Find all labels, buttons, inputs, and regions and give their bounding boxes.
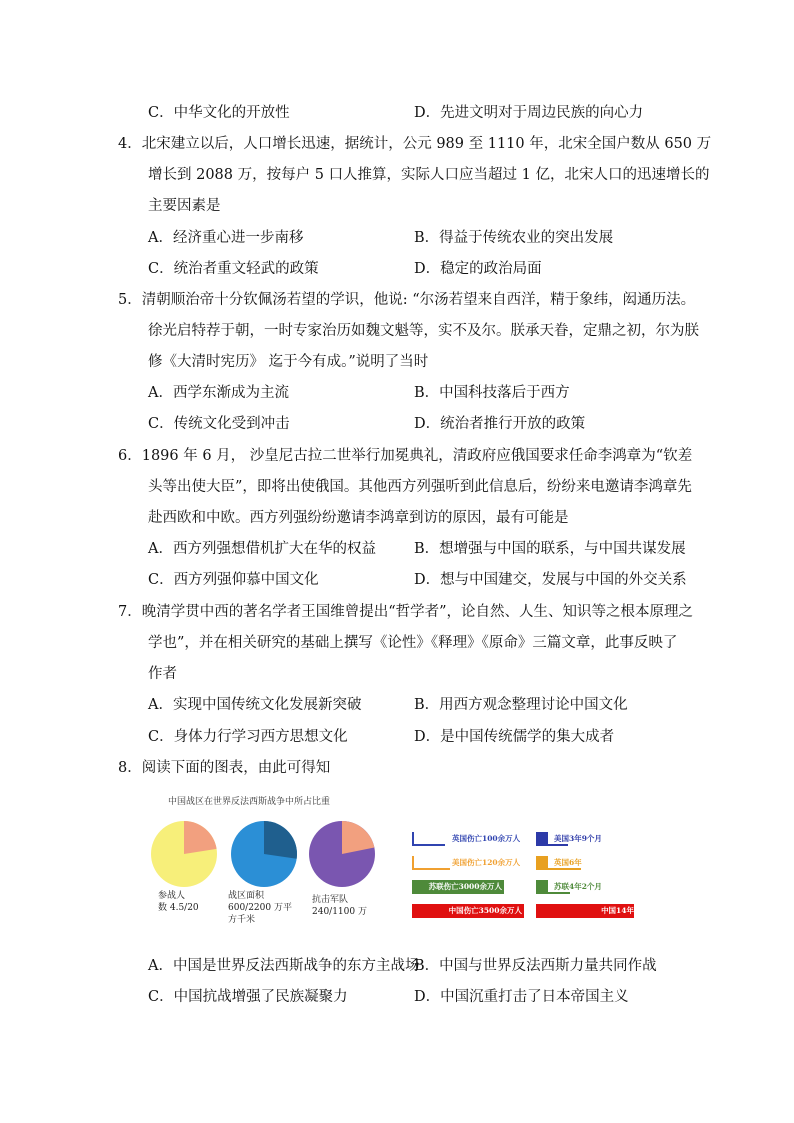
duration-bar-label-2: 苏联4年2个月 <box>554 882 602 891</box>
q5-option-b: B．中国科技落后于西方 <box>414 385 570 401</box>
pie-label-participants: 参战人 数 4.5/20 <box>158 891 199 913</box>
q5-option-c: C．传统文化受到冲击 <box>148 416 290 432</box>
casualty-bar-label-1: 美国伤亡120余万人 <box>452 858 521 867</box>
q6-option-d: D．想与中国建交，发展与中国的外交关系 <box>414 572 687 588</box>
q6-stem-line-3: 赴西欧和中欧。西方列强纷纷邀请李鸿章到访的原因，最有可能是 <box>148 510 569 526</box>
q4-option-d: D．稳定的政治局面 <box>414 261 542 277</box>
pie-label-area: 战区面积 600/2200 万平 方千米 <box>228 891 292 925</box>
q5-option-a: A．西学东渐成为主流 <box>148 385 289 401</box>
q3-option-c: C．中华文化的开放性 <box>148 105 290 121</box>
q7-option-d: D．是中国传统儒学的集大成者 <box>414 729 615 745</box>
q5-stem-line-3: 修《大清时宪历》 迄于今有成。”说明了当时 <box>148 354 429 370</box>
figure-title: 中国战区在世界反法西斯战争中所占比重 <box>168 797 331 807</box>
q7-stem-line-2: 学也”，并在相关研究的基础上撰写《论性》《释理》《原命》三篇文章，此事反映了 <box>148 635 678 651</box>
q4-stem-line-2: 增长到 2088 万，按每户 5 口人推算，实际人口应当超过 1 亿，北宋人口的迅速增长的 <box>148 167 710 183</box>
q4-stem-line-3: 主要因素是 <box>148 198 221 214</box>
q6-option-c: C．西方列强仰慕中国文化 <box>148 572 319 588</box>
duration-bar-label-1: 英国6年 <box>554 858 582 867</box>
q8-option-c: C．中国抗战增强了民族凝聚力 <box>148 989 348 1005</box>
q6-stem-line-1: 6．1896 年 6 月， 沙皇尼古拉二世举行加冕典礼，清政府应俄国要求任命李鸿章为“钦差 <box>118 448 693 464</box>
casualty-bar-0 <box>412 832 445 846</box>
q7-stem-line-3: 作者 <box>148 666 177 682</box>
q7-option-a: A．实现中国传统文化发展新突破 <box>148 697 362 713</box>
q6-option-a: A．西方列强想借机扩大在华的权益 <box>148 541 376 557</box>
pie-charts <box>146 820 386 890</box>
casualty-bar-label-3: 中国伤亡3500余万人 <box>448 906 522 915</box>
q7-option-c: C．身体力行学习西方思想文化 <box>148 729 348 745</box>
pie-label-troops: 抗击军队 240/1100 万 <box>312 895 367 917</box>
duration-bars <box>536 832 646 924</box>
casualty-bars <box>412 832 532 924</box>
casualty-bar-label-2: 苏联伤亡3000余万人 <box>428 882 502 891</box>
q3-option-d: D．先进文明对于周边民族的向心力 <box>414 105 644 121</box>
q5-stem-line-2: 徐光启特荐于朝，一时专家治历如魏文魁等，实不及尔。朕承天眷，定鼎之初，尔为朕 <box>148 323 699 339</box>
q7-stem-line-1: 7．晚清学贯中西的著名学者王国维曾提出“哲学者”，论自然、人生、知识等之根本原理之 <box>118 604 694 620</box>
q6-option-b: B．想增强与中国的联系，与中国共谋发展 <box>414 541 686 557</box>
q6-stem-line-2: 头等出使大臣”，即将出使俄国。其他西方列强听到此信息后，纷纷来电邀请李鸿章先 <box>148 479 692 495</box>
q8-option-d: D．中国沉重打击了日本帝国主义 <box>414 989 629 1005</box>
q4-option-a: A．经济重心进一步南移 <box>148 230 304 246</box>
q5-stem-line-1: 5．清朝顺治帝十分钦佩汤若望的学识，他说: “尔汤若望来自西洋，精于象纬，闳通历法。 <box>118 292 696 308</box>
pie-area-china-slice <box>264 821 297 859</box>
duration-bar-label-3: 中国14年 <box>601 906 634 915</box>
q4-option-b: B．得益于传统农业的突出发展 <box>414 230 614 246</box>
q8-option-b: B．中国与世界反法西斯力量共同作战 <box>414 958 657 974</box>
q4-stem-line-1: 4．北宋建立以后，人口增长迅速，据统计，公元 989 至 1110 年，北宋全国户数从 650 万 <box>118 136 712 152</box>
q8-figure <box>146 790 686 940</box>
duration-bar-label-0: 美国3年9个月 <box>554 834 602 843</box>
casualty-bar-1 <box>412 856 450 870</box>
q5-option-d: D．统治者推行开放的政策 <box>414 416 586 432</box>
q8-stem-line-1: 8．阅读下面的图表，由此可得知 <box>118 760 331 776</box>
q4-option-c: C．统治者重文轻武的政策 <box>148 261 319 277</box>
q7-option-b: B．用西方观念整理讨论中国文化 <box>414 697 628 713</box>
q8-option-a: A．中国是世界反法西斯战争的东方主战场 <box>148 958 420 974</box>
pie-participants-china-slice <box>184 821 217 854</box>
casualty-bar-label-0: 英国伤亡100余万人 <box>452 834 521 843</box>
